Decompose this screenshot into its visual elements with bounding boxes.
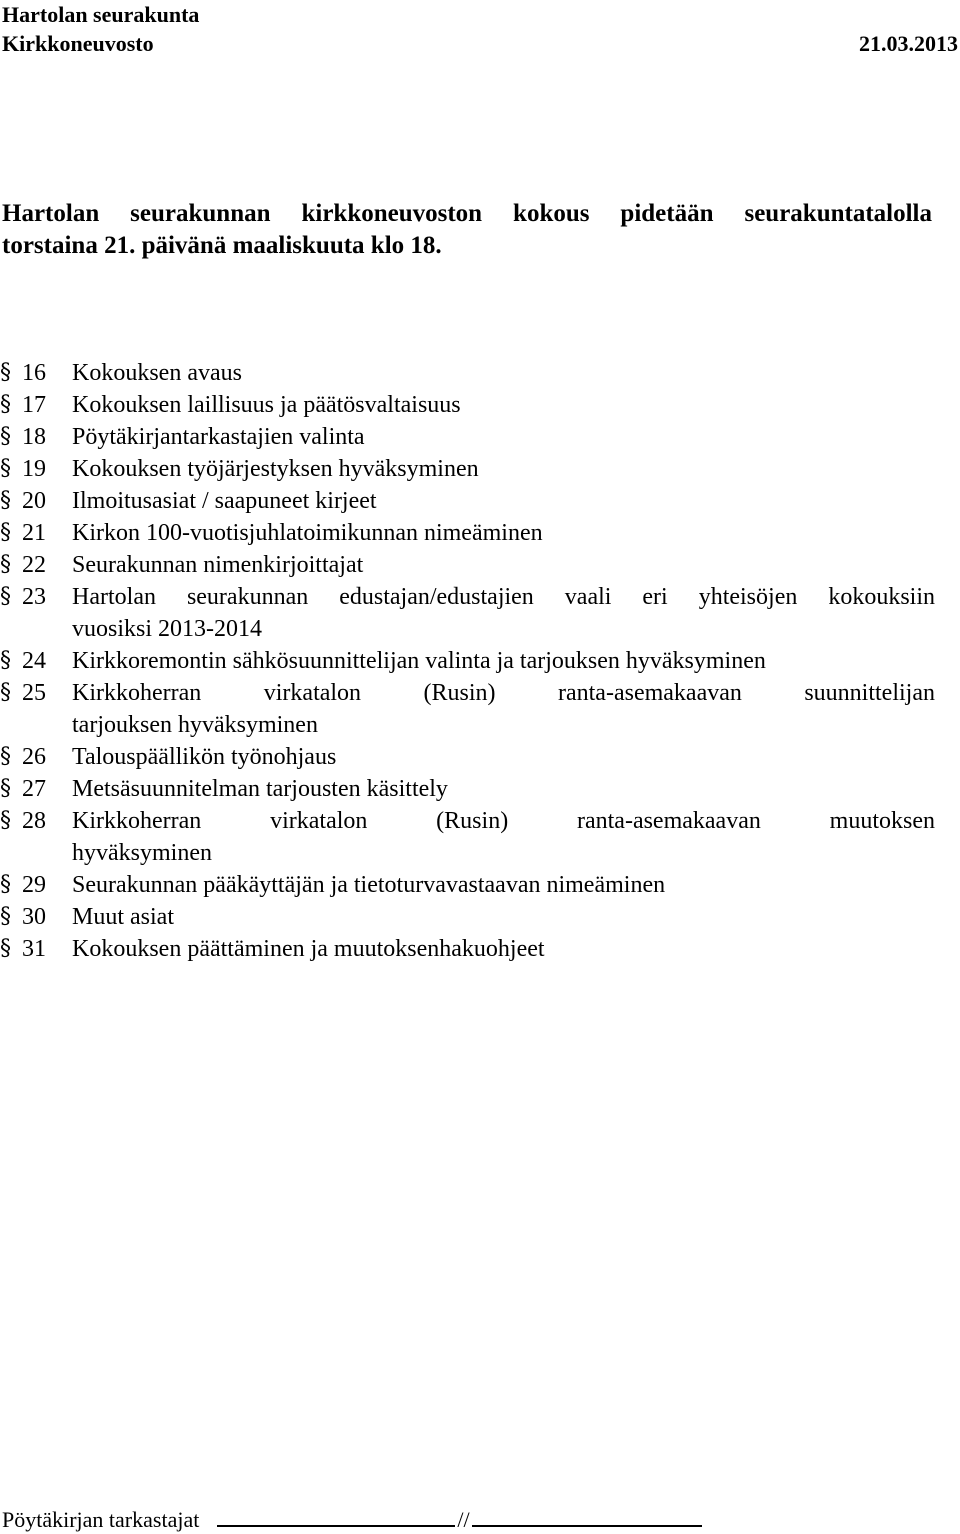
agenda-item-text: Metsäsuunnitelman tarjousten käsittely [72,776,448,802]
agenda-item-text: Muut asiat [72,904,174,930]
agenda-item-number: 29 [22,872,46,898]
section-sign-icon: § [0,360,11,385]
agenda-item [0,485,935,517]
section-sign-icon: § [0,584,11,609]
agenda-item [0,773,935,805]
signature-footer [2,1507,942,1533]
agenda-item-text: Kokouksen työjärjestyksen hyväksyminen [72,456,479,482]
section-sign-icon: § [0,648,11,673]
agenda-item-text-line-2: tarjouksen hyväksyminen [72,712,318,738]
agenda-item-number: 26 [22,744,46,770]
section-sign-icon: § [0,872,11,897]
agenda-item-text-line-1: Kirkkoherran virkatalon (Rusin) ranta-asemakaavan suunnittelijan [72,680,935,706]
agenda-item [0,453,935,485]
agenda-item-text: Talouspäällikön työnohjaus [72,744,337,770]
signature-line-2 [472,1507,702,1527]
agenda-item-number: 22 [22,552,46,578]
section-sign-icon: § [0,392,11,417]
section-sign-icon: § [0,744,11,769]
agenda-item-number: 19 [22,456,46,482]
section-sign-icon: § [0,424,11,449]
agenda-item-number: 30 [22,904,46,930]
agenda-item-text: Ilmoitusasiat / saapuneet kirjeet [72,488,377,514]
meeting-notice [2,198,932,262]
section-sign-icon: § [0,808,11,833]
agenda-list [0,357,935,965]
agenda-item-text [72,677,935,741]
agenda-item-number: 18 [22,424,46,450]
agenda-item-number: 31 [22,936,46,962]
agenda-item [0,933,935,965]
inspectors-label: Pöytäkirjan tarkastajat [2,1507,200,1532]
agenda-item-number: 23 [22,584,46,610]
agenda-item-number: 17 [22,392,46,418]
section-sign-icon: § [0,904,11,929]
agenda-item-text: Kokouksen avaus [72,360,242,386]
agenda-item-number: 20 [22,488,46,514]
section-sign-icon: § [0,552,11,577]
agenda-item-text: Kirkkoremontin sähkösuunnittelijan valinta ja tarjouksen hyväksyminen [72,648,766,674]
signature-separator: // [457,1507,470,1532]
agenda-item [0,549,935,581]
agenda-item [0,357,935,389]
agenda-item-number: 24 [22,648,46,674]
agenda-item [0,869,935,901]
agenda-item-text [72,805,935,869]
document-header [2,0,958,58]
agenda-item-number: 25 [22,680,46,706]
agenda-item [0,581,935,645]
organization-name: Hartolan seurakunta [2,2,200,27]
agenda-item-text: Seurakunnan pääkäyttäjän ja tietoturvavastaavan nimeäminen [72,872,666,898]
agenda-item-number: 21 [22,520,46,546]
agenda-item-text: Kirkon 100-vuotisjuhlatoimikunnan nimeäminen [72,520,543,546]
meeting-date: 21.03.2013 [859,31,958,56]
agenda-item [0,645,935,677]
agenda-item-text-line-1: Kirkkoherran virkatalon (Rusin) ranta-asemakaavan muutoksen [72,808,935,834]
agenda-item [0,901,935,933]
agenda-item-text: Kokouksen päättäminen ja muutoksenhakuohjeet [72,936,545,962]
governing-body: Kirkkoneuvosto [2,31,154,56]
agenda-item-text-line-1: Hartolan seurakunnan edustajan/edustajien vaali eri yhteisöjen kokouksiin [72,584,935,610]
agenda-item-text-line-2: vuosiksi 2013-2014 [72,616,263,642]
agenda-item [0,517,935,549]
agenda-item-text-line-2: hyväksyminen [72,840,212,866]
header-row [2,29,958,58]
section-sign-icon: § [0,488,11,513]
signature-line-1 [217,1507,455,1527]
agenda-item [0,677,935,741]
agenda-item-text: Seurakunnan nimenkirjoittajat [72,552,364,578]
agenda-item [0,805,935,869]
section-sign-icon: § [0,456,11,481]
agenda-item-text: Pöytäkirjantarkastajien valinta [72,424,365,450]
agenda-item-number: 27 [22,776,46,802]
notice-line-1: Hartolan seurakunnan kirkkoneuvoston kokous pidetään seurakuntatalolla [2,200,932,227]
section-sign-icon: § [0,680,11,705]
agenda-item [0,389,935,421]
agenda-item [0,741,935,773]
section-sign-icon: § [0,520,11,545]
agenda-item [0,421,935,453]
agenda-item-number: 16 [22,360,46,386]
section-sign-icon: § [0,936,11,961]
agenda-item-text [72,581,935,645]
agenda-item-text: Kokouksen laillisuus ja päätösvaltaisuus [72,392,461,418]
section-sign-icon: § [0,776,11,801]
notice-line-2: torstaina 21. päivänä maaliskuuta klo 18. [2,232,442,259]
agenda-item-number: 28 [22,808,46,834]
